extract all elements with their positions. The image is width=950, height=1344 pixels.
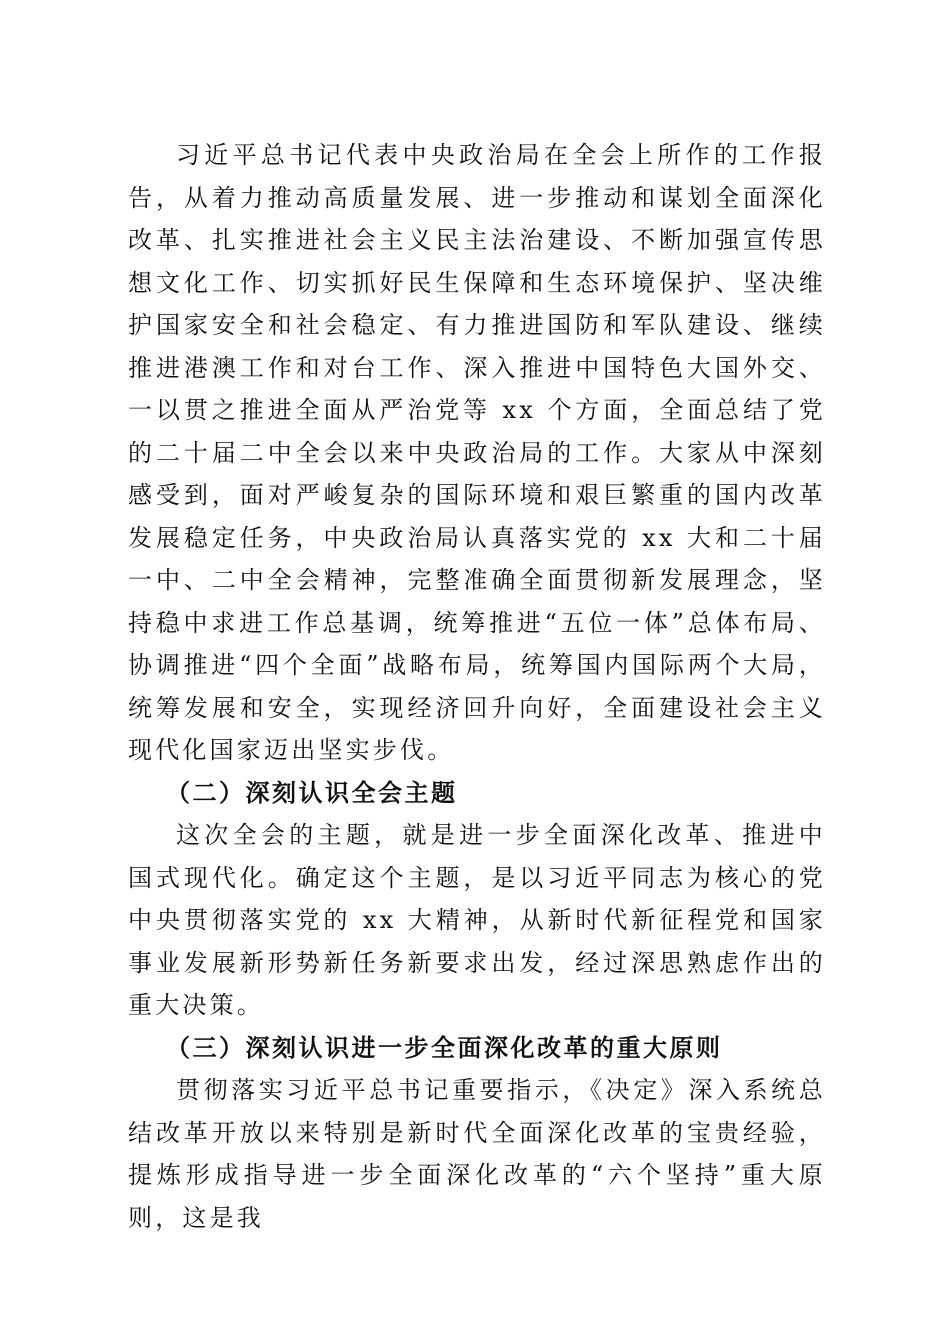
paragraph-work-report: 习近平总书记代表中央政治局在全会上所作的工作报告，从着力推动高质量发展、进一步推动和谋划全面深化改革、扎实推进社会主义民主法治建设、不断加强宣传思想文化工作、切实抓好民生保障和生态环境保护、坚决维护国家安全和社会稳定、有力推进国防和军队建设、继续推进港澳工作和对台工作、深入推进中国特色大国外交、一以贯之推进全面从严治党等 xx 个方面，全面总结了党的二十届二中全会以来中央政治局的工作。大家从中深刻感受到，面对严峻复杂的国际环境和艰巨繁重的国内改革发展稳定任务，中央政治局认真落实党的 xx 大和二十届一中、二中全会精神，完整准确全面贯彻新发展理念，坚持稳中求进工作总基调，统筹推进“五位一体”总体布局、协调推进“四个全面”战略布局，统筹国内国际两个大局，统筹发展和安全，实现经济回升向好，全面建设社会主义现代化国家迈出坚实步伐。 (128, 141, 826, 764)
document-body (128, 134, 826, 1239)
paragraph-reform-principles: 贯彻落实习近平总书记重要指示，《决定》深入系统总结改革开放以来特别是新时代全面深化改革的宝贵经验，提炼形成指导进一步全面深化改革的“六个坚持”重大原则，这是我 (128, 1076, 826, 1232)
section-heading-reform-principles: （三）深刻认识进一步全面深化改革的重大原则 (166, 1032, 723, 1062)
section-heading-plenum-theme: （二）深刻认识全会主题 (166, 777, 458, 807)
paragraph-plenum-theme: 这次全会的主题，就是进一步全面深化改革、推进中国式现代化。确定这个主题，是以习近平同志为核心的党中央贯彻落实党的 xx 大精神，从新时代新征程党和国家事业发展新形势新任务新要求出发，经过深思熟虑作出的重大决策。 (128, 821, 826, 1019)
